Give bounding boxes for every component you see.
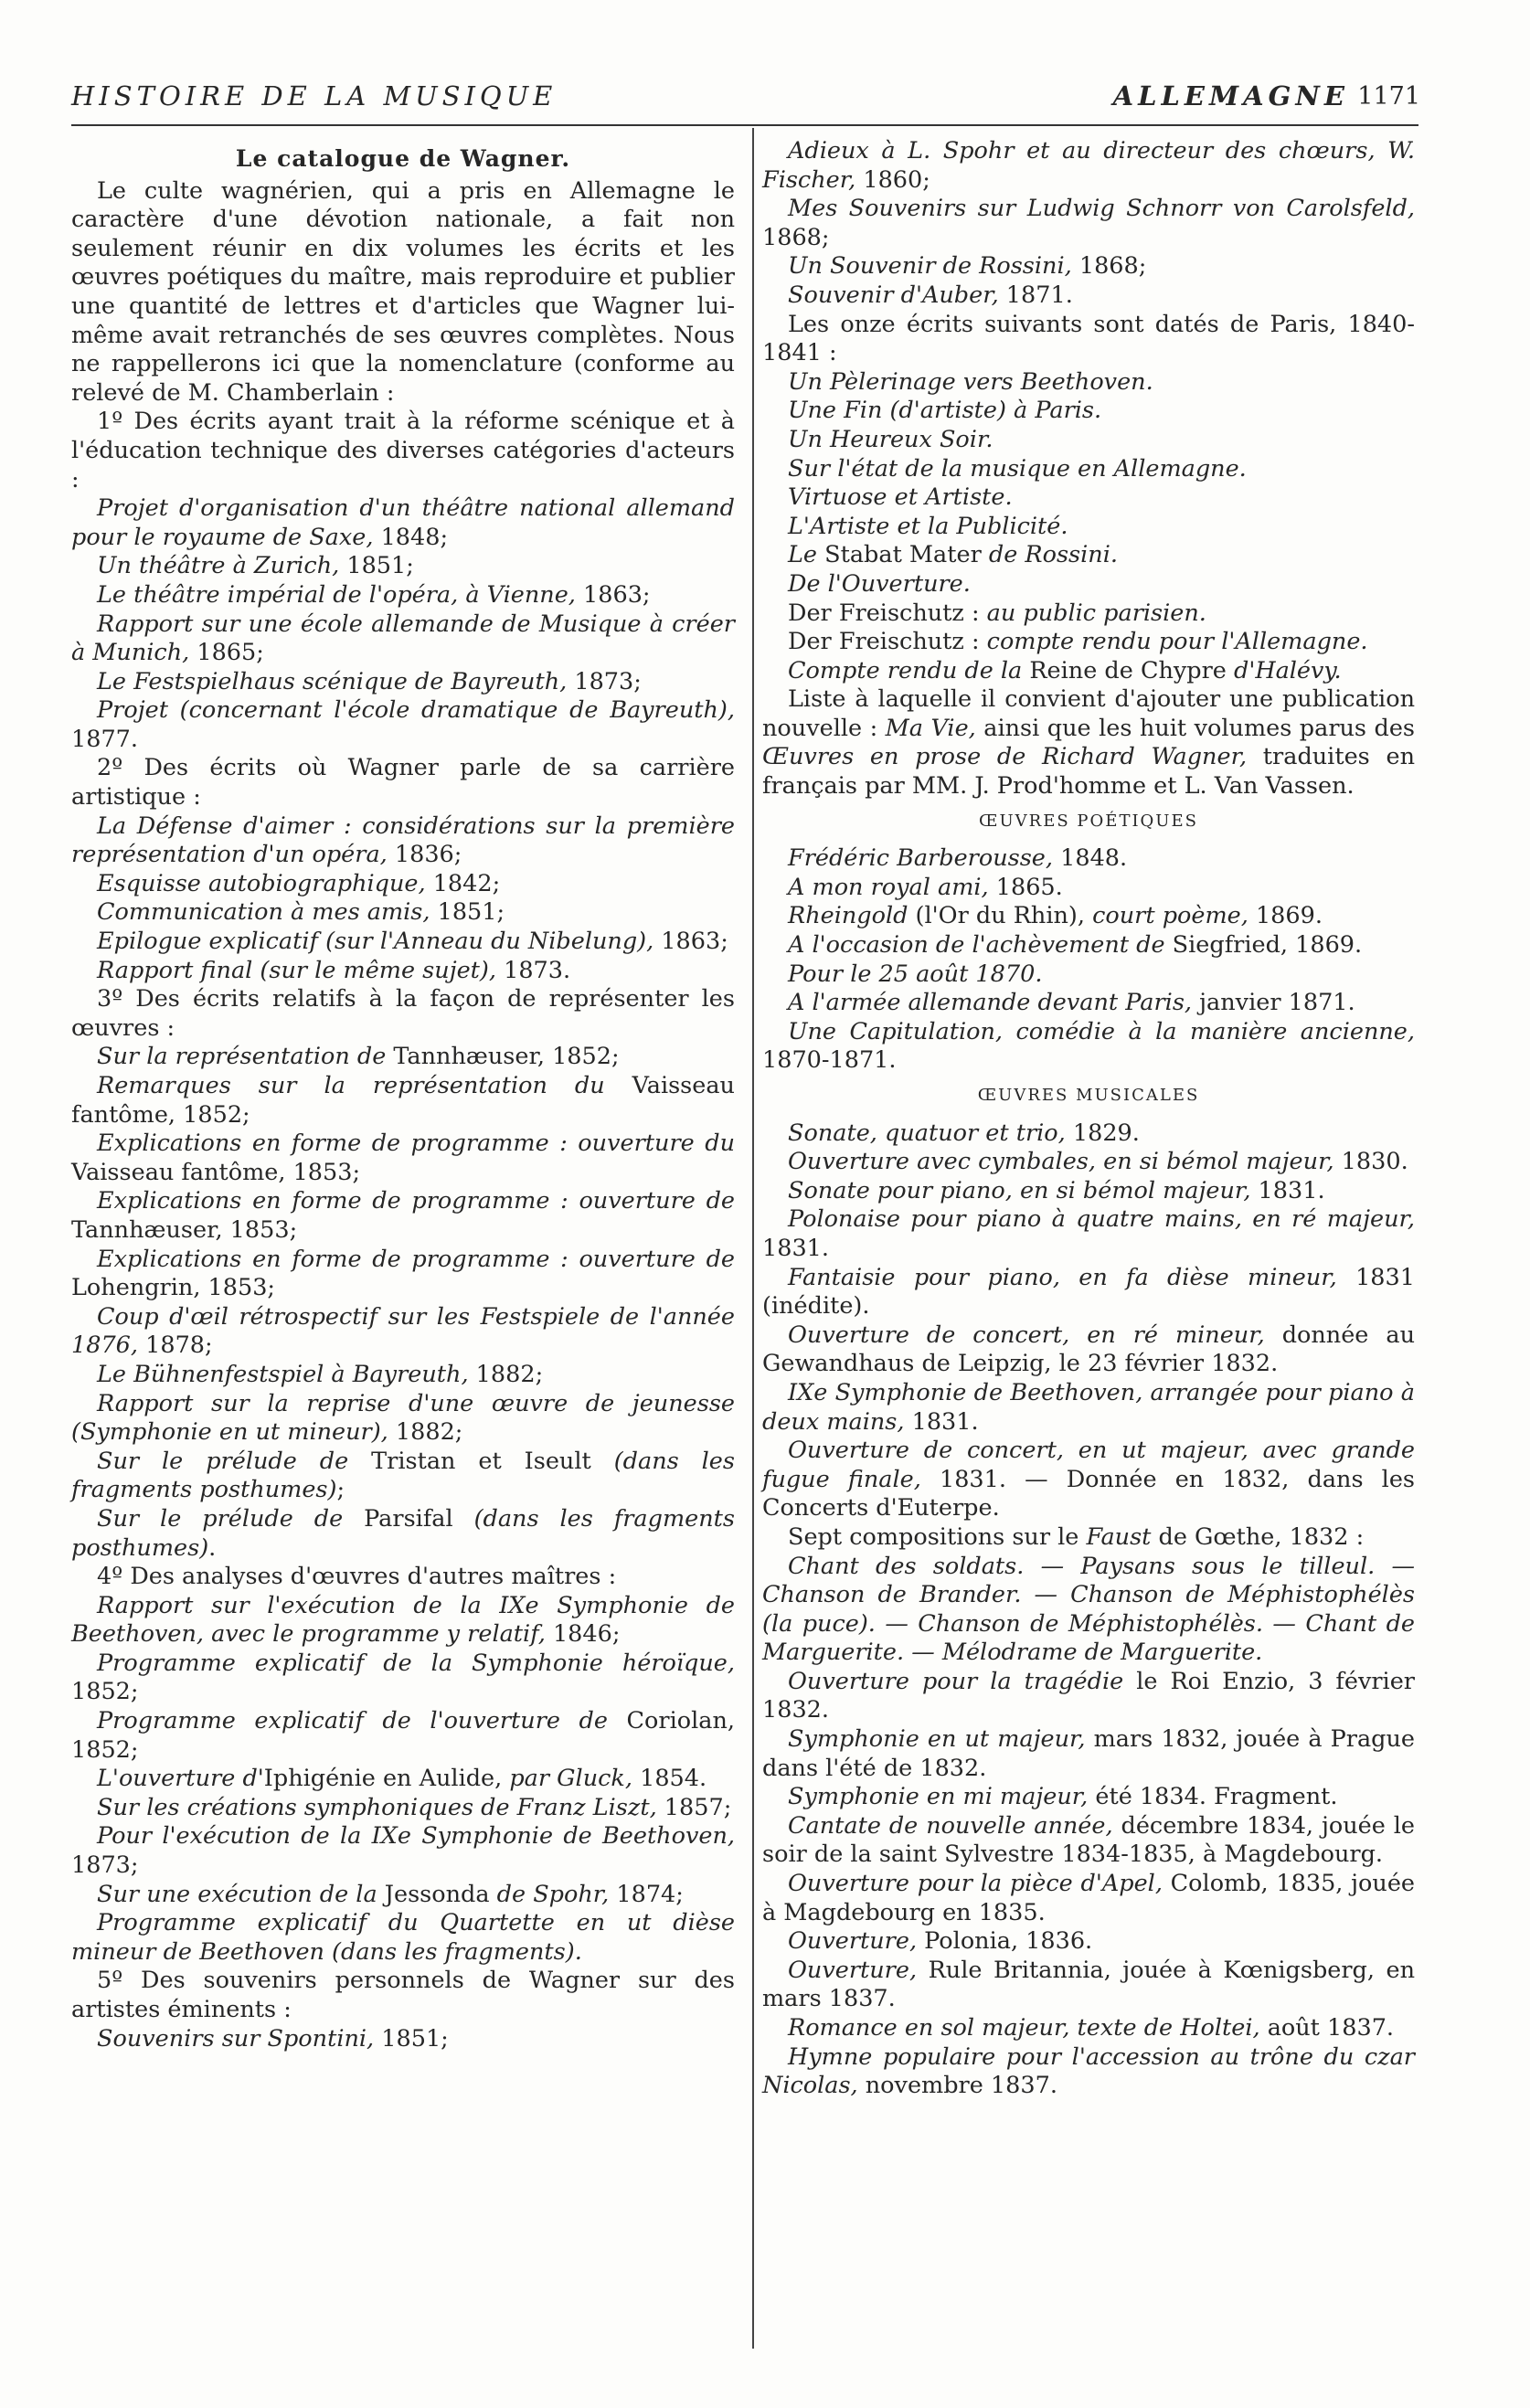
paragraph-text: traduites en français par MM. J. Prod'homme et L. Van Vassen. [762,743,1415,801]
entry-detail: Iphigénie en Aulide, [263,1765,510,1793]
catalog-entry [762,1177,1415,1206]
italic-title: Ma Vie, [885,714,976,742]
catalog-entry [71,581,735,610]
section-title: ALLEMAGNE [1112,80,1349,111]
entry-title: Ouverture de concert, en ut majeur, avec grande fugue finale, [762,1437,1415,1493]
catalog-entry [762,513,1415,542]
entry-title: Explications en forme de programme : ouverture de [97,1245,735,1273]
entry-detail: août 1837. [1259,2014,1395,2042]
catalog-entry [71,1130,735,1187]
catalog-entry [762,1783,1415,1812]
catalog-entry [71,696,735,754]
entry-detail: 1851; [430,898,505,927]
running-title: HISTOIRE DE LA MUSIQUE [71,80,558,111]
catalog-entry [762,1553,1415,1668]
entry-detail: 1873. [496,956,571,984]
page-number: 1171 [1357,82,1420,111]
entry-detail: décembre 1834, jouée le soir de la saint Sylvestre 1834-1835, à Magdebourg. [762,1811,1415,1869]
entry-title: Un Pèlerinage vers Beethoven. [788,367,1153,396]
entry-title: Explications en forme de programme : ouverture du [97,1130,735,1158]
catalog-entry [762,2043,1415,2101]
paragraph-text: Les onze écrits suivants sont datés de Paris, 1840-1841 : [762,310,1415,367]
paragraph [71,754,735,812]
entry-title: Programme explicatif de la Symphonie héroïque, [97,1649,735,1677]
entry-detail: Coriolan, 1852; [71,1707,735,1764]
entry-title: d'Halévy. [1234,656,1342,684]
catalog-entry [71,1448,735,1505]
catalog-entry [762,874,1415,903]
catalog-entry [762,1725,1415,1783]
entry-detail: 1871. [998,281,1073,309]
catalog-entry [71,1592,735,1650]
entry-title: Romance en sol majeur, texte de Holtei, [788,2014,1260,2042]
entry-title: Sur l'état de la musique en Allemagne. [788,454,1247,483]
heading-text: ŒUVRES MUSICALES [977,1086,1200,1105]
entry-title: Sur le prélude de [97,1504,344,1533]
catalog-entry [71,898,735,928]
catalog-entry [71,1650,735,1707]
catalog-entry [762,1148,1415,1177]
entry-detail: Siegfried, 1869. [1164,931,1363,960]
catalog-entry [762,483,1415,513]
entry-detail: 1854. [632,1765,707,1793]
entry-detail: 1829. [1065,1119,1140,1147]
entry-title: Communication à mes amis, [97,898,430,927]
entry-title: Sur la représentation de [97,1043,387,1071]
catalog-entry [762,368,1415,398]
entry-title: de Rossini. [988,541,1118,569]
entry-detail: 1830. [1333,1148,1408,1176]
entry-title: L'Artiste et la Publicité. [788,512,1068,540]
catalog-entry [71,1707,735,1765]
entry-title: par Gluck, [509,1765,632,1793]
entry-detail: Rule Britannia, jouée à Kœnigsberg, en mars 1837. [762,1956,1415,2013]
entry-title: Sur une exécution de la [97,1880,377,1908]
entry-title: Mes Souvenirs sur Ludwig Schnorr von Carolsfeld, [788,195,1415,223]
paragraph-text: Liste à laquelle il convient d'ajouter une publication nouvelle : [762,685,1415,742]
entry-detail: 1874; [609,1880,684,1908]
catalog-entry [71,1043,735,1072]
catalog-entry [762,599,1415,629]
page-header [71,80,1420,122]
paragraph [71,177,735,408]
entry-detail: 1873; [567,667,642,695]
paragraph-text: 1º Des écrits ayant trait à la réforme scénique et à l'éducation technique des diverses catégories d'acteurs : [71,408,735,493]
left-column [71,137,735,2053]
entry-title: Rapport sur la reprise d'une œuvre de jeunesse (Symphonie en ut mineur), [71,1389,735,1447]
entry-detail: Stabat Mater [817,541,989,569]
subsection-heading [762,807,1415,836]
entry-title: Ouverture, [788,1956,918,1984]
catalog-entry [71,1505,735,1563]
catalog-entry [71,552,735,581]
entry-detail: 1851; [339,552,414,580]
paragraph-text: 2º Des écrits où Wagner parle de sa carrière artistique : [71,754,735,812]
entry-detail: mars 1832, jouée à Prague dans l'été de 1832. [762,1725,1415,1782]
heading-text: Le catalogue de Wagner. [235,145,571,172]
entry-title: Frédéric Barberousse, [788,844,1054,873]
catalog-entry [762,902,1415,931]
catalog-entry [762,1668,1415,1725]
entry-detail: 1842; [425,869,501,897]
entry-title: Le théâtre impérial de l'opéra, à Vienne, [97,580,576,609]
right-column [762,137,1415,2101]
catalog-entry [762,657,1415,686]
paragraph-text: 4º Des analyses d'œuvres d'autres maîtres : [97,1563,617,1591]
entry-detail: Jessonda [377,1880,497,1908]
entry-title: Un théâtre à Zurich, [97,552,340,580]
catalog-entry [762,1927,1415,1957]
entry-detail: 1848; [373,523,449,551]
catalog-entry [71,812,735,870]
paragraph-text: 3º Des écrits relatifs à la façon de représenter les œuvres : [71,985,735,1042]
entry-title: Rapport final (sur le même sujet), [97,956,496,984]
catalog-entry [762,426,1415,455]
paragraph-text: Le culte wagnérien, qui a pris en Allemagne le caractère d'une dévotion nationale, a fait non seulement réunir en dix volumes les écrits et les œuvres poétiques du maître, mais reproduire et publier une quantité de lettres et d'articles que Wagner lui-même avait retranchés de ses œuvres complètes. Nous ne rappellerons ici que la nomenclature (conforme au relevé de M. Chamberlain : [71,176,735,407]
entry-title: Sonate, quatuor et trio, [788,1119,1066,1147]
subsection-heading [762,1081,1415,1110]
entry-detail: été 1834. Fragment. [1088,1783,1338,1811]
entry-title: Compte rendu de la [788,656,1023,684]
entry-detail: 1831. [762,1234,830,1262]
catalog-entry [71,1909,735,1967]
catalog-entry [762,137,1415,195]
entry-detail: 1869. [1248,902,1323,930]
catalog-entry [71,1765,735,1794]
paragraph-text: 5º Des souvenirs personnels de Wagner sur des artistes éminents : [71,1967,735,2023]
catalog-entry [762,628,1415,657]
entry-title: Projet (concernant l'école dramatique de Bayreuth), [97,696,735,725]
header-rule [71,124,1418,126]
entry-detail: Tristan et Iseult [348,1447,614,1475]
entry-title: Ouverture, [788,1927,918,1956]
entry-title: Explications en forme de programme : ouverture de [97,1187,735,1215]
italic-title: Faust [1086,1522,1152,1551]
entry-title: IXe Symphonie de Beethoven, arrangée pour piano à deux mains, [762,1378,1415,1436]
catalog-entry [71,2025,735,2054]
entry-detail: Tannhæuser, 1852; [386,1043,620,1071]
entry-title: Sur le prélude de [97,1447,349,1475]
entry-detail: Parsifal [343,1504,474,1533]
catalog-entry [71,1794,735,1823]
entry-detail: Vaisseau fantôme, 1853; [71,1158,361,1186]
entry-detail: le Roi Enzio, 3 février 1832. [762,1667,1415,1724]
catalog-entry [762,195,1415,252]
catalog-entry [762,1264,1415,1321]
entry-title: Rapport sur l'exécution de la IXe Symphonie de Beethoven, avec le programme y relatif, [71,1591,735,1649]
entry-title: Coup d'œil rétrospectif sur les Festspiele de l'année 1876, [71,1302,735,1360]
catalog-entry [762,1870,1415,1927]
entry-detail: donnée au Gewandhaus de Leipzig, le 23 février 1832. [762,1321,1415,1378]
entry-title: L'ouverture d' [97,1765,264,1793]
catalog-entry [762,1321,1415,1379]
entry-detail: 1882; [468,1360,544,1388]
entry-title: de Spohr, [496,1880,610,1908]
entry-title: Esquisse autobiographique, [97,869,426,897]
entry-title: De l'Ouverture. [788,569,971,598]
entry-title: Sur les créations symphoniques de Franz Liszt, [97,1793,657,1821]
entry-detail: 1831. [1250,1176,1325,1204]
entry-title: Pour l'exécution de la IXe Symphonie de Beethoven, [97,1822,735,1851]
entry-detail: 1836; [387,841,462,869]
entry-title: Souvenir d'Auber, [788,281,999,309]
entry-title: Projet d'organisation d'un théâtre national allemand pour le royaume de Saxe, [71,494,735,551]
entry-detail: 1877. [71,725,139,753]
entry-detail: 1848. [1053,844,1128,873]
catalog-entry [762,455,1415,484]
entry-detail: (l'Or du Rhin), [908,902,1093,930]
entry-title: Rapport sur une école allemande de Musique à créer à Munich, [71,610,735,667]
catalog-entry [762,1018,1415,1076]
catalog-entry [71,610,735,668]
catalog-entry [71,1187,735,1245]
entry-detail: 1882; [388,1418,463,1447]
paragraph [71,985,735,1043]
catalog-entry [71,1072,735,1130]
entry-title: A l'occasion de l'achèvement de [788,931,1165,960]
entry-detail: 1831. — Donnée en 1832, dans les Concerts d'Euterpe. [762,1465,1415,1522]
catalog-entry [762,281,1415,311]
catalog-entry [71,928,735,957]
entry-title: court poème, [1092,902,1248,930]
paragraph [762,311,1415,368]
entry-detail: 1863; [575,580,651,609]
catalog-entry [71,1881,735,1910]
entry-detail: 1865. [988,873,1063,901]
paragraph [71,408,735,494]
entry-title: Souvenirs sur Spontini, [97,2024,375,2053]
entry-title: Une Capitulation, comédie à la manière ancienne, [788,1017,1415,1045]
entry-detail: 1857; [656,1793,732,1821]
catalog-entry [762,1812,1415,1870]
entry-title: Une Fin (d'artiste) à Paris. [788,397,1102,425]
catalog-entry [71,1361,735,1390]
entry-title: Le Festspielhaus scénique de Bayreuth, [97,667,568,695]
entry-detail: Polonia, 1836. [917,1927,1093,1956]
paragraph [762,685,1415,801]
catalog-entry [762,844,1415,874]
catalog-entry [762,541,1415,570]
entry-title: Cantate de nouvelle année, [788,1811,1113,1840]
catalog-entry [762,1205,1415,1263]
entry-title: (dans les fragments posthumes) [71,1504,735,1562]
entry-title: (dans les fragments posthumes) [71,1447,735,1504]
entry-title: Sonate pour piano, en si bémol majeur, [788,1176,1251,1204]
entry-detail: 1831 (inédite). [762,1263,1415,1321]
entry-title: Ouverture de concert, en ré mineur, [788,1321,1265,1349]
entry-title: Chant des soldats. — Paysans sous le tilleul. — Chanson de Brander. — Chanson de Méphistophélès (la puce). — Chanson de Méphistophélès. — Chant de Marguerite. — Mélodrame de Marguerite. [762,1552,1415,1667]
entry-title: Un Souvenir de Rossini, [788,252,1072,281]
entry-detail: 1868; [1071,252,1147,281]
catalog-entry [71,668,735,697]
entry-title: Le Bühnenfestspiel à Bayreuth, [97,1360,469,1388]
entry-title: Symphonie en ut majeur, [788,1725,1086,1754]
catalog-entry [71,1246,735,1303]
catalog-entry [762,2014,1415,2043]
entry-title: La Défense d'aimer : considérations sur la première représentation d'un opéra, [71,812,735,869]
entry-title: Fantaisie pour piano, en fa dièse mineur, [788,1263,1337,1291]
catalog-entry [762,931,1415,960]
catalog-entry [71,494,735,552]
italic-title: Œuvres en prose de Richard Wagner, [762,743,1248,771]
catalog-entry [762,570,1415,599]
entry-title: Adieux à L. Spohr et au directeur des chœurs, W. Fischer, [762,137,1415,194]
entry-title: Le [788,541,818,569]
paragraph [71,1967,735,2024]
entry-detail: Lohengrin, 1853; [71,1274,276,1302]
entry-title: A l'armée allemande devant Paris, [788,989,1193,1017]
entry-detail: 1868; [762,223,830,251]
column-divider [752,128,754,2349]
catalog-entry [762,1437,1415,1523]
paragraph-text: Sept compositions sur le [788,1522,1087,1551]
catalog-entry [71,1303,735,1361]
entry-detail: 1831. [904,1407,979,1436]
catalog-entry [762,397,1415,426]
catalog-entry [71,1822,735,1880]
entry-title: Symphonie en mi majeur, [788,1783,1089,1811]
entry-detail: Der Freischutz : [788,628,987,656]
entry-detail: 1870-1871. [762,1046,897,1075]
section-heading [71,144,735,174]
entry-title: Virtuose et Artiste. [788,483,1013,512]
entry-detail: Reine de Chypre [1022,656,1234,684]
catalog-entry [762,252,1415,281]
entry-title: compte rendu pour l'Allemagne. [986,628,1368,656]
entry-detail: Der Freischutz : [788,599,987,627]
entry-title: Epilogue explicatif (sur l'Anneau du Nibelung), [97,928,654,956]
entry-detail: Tannhæuser, 1853; [71,1215,298,1244]
entry-title: A mon royal ami, [788,873,989,901]
entry-detail: . [208,1533,217,1562]
entry-detail: 1851; [374,2024,449,2053]
entry-detail: Colomb, 1835, jouée à Magdebourg en 1835. [762,1870,1415,1926]
entry-title: Hymne populaire pour l'accession au trône du czar Nicolas, [762,2042,1415,2100]
entry-title: Un Heureux Soir. [788,425,993,453]
entry-detail: 1863; [653,928,728,956]
entry-title: Pour le 25 août 1870. [788,960,1043,988]
entry-detail: 1846; [545,1620,621,1649]
entry-title: Rheingold [788,902,908,930]
catalog-entry [71,1390,735,1448]
catalog-entry [71,957,735,986]
paragraph [762,1523,1415,1553]
entry-detail: novembre 1837. [857,2072,1057,2100]
entry-title: Programme explicatif du Quartette en ut dièse mineur de Beethoven (dans les fragments). [71,1909,735,1966]
heading-text: ŒUVRES POÉTIQUES [979,811,1198,831]
catalog-entry [762,1119,1415,1149]
entry-title: Programme explicatif de l'ouverture de [97,1707,608,1735]
catalog-entry [762,1379,1415,1437]
entry-detail: ; [336,1476,345,1504]
entry-detail: 1852; [71,1678,139,1706]
entry-detail: 1878; [138,1331,213,1360]
catalog-entry [762,989,1415,1018]
entry-detail: 1865; [189,639,264,667]
entry-title: Ouverture pour la tragédie [788,1667,1124,1695]
paragraph-text: de Gœthe, 1832 : [1151,1522,1365,1551]
catalog-entry [762,960,1415,990]
entry-detail: 1860; [855,165,930,194]
entry-detail: 1873; [71,1851,139,1880]
entry-detail: Vaisseau fantôme, 1852; [71,1072,735,1129]
entry-title: Ouverture pour la pièce d'Apel, [788,1870,1163,1898]
entry-detail: janvier 1871. [1192,989,1355,1017]
entry-title: Remarques sur la représentation du [97,1072,605,1099]
paragraph [71,1563,735,1592]
entry-title: Ouverture avec cymbales, en si bémol majeur, [788,1148,1334,1176]
catalog-entry [71,870,735,899]
entry-title: au public parisien. [986,599,1206,627]
paragraph-text: ainsi que les huit volumes parus des [975,714,1415,742]
entry-title: Polonaise pour piano à quatre mains, en ré majeur, [788,1205,1415,1234]
catalog-entry [762,1957,1415,2014]
